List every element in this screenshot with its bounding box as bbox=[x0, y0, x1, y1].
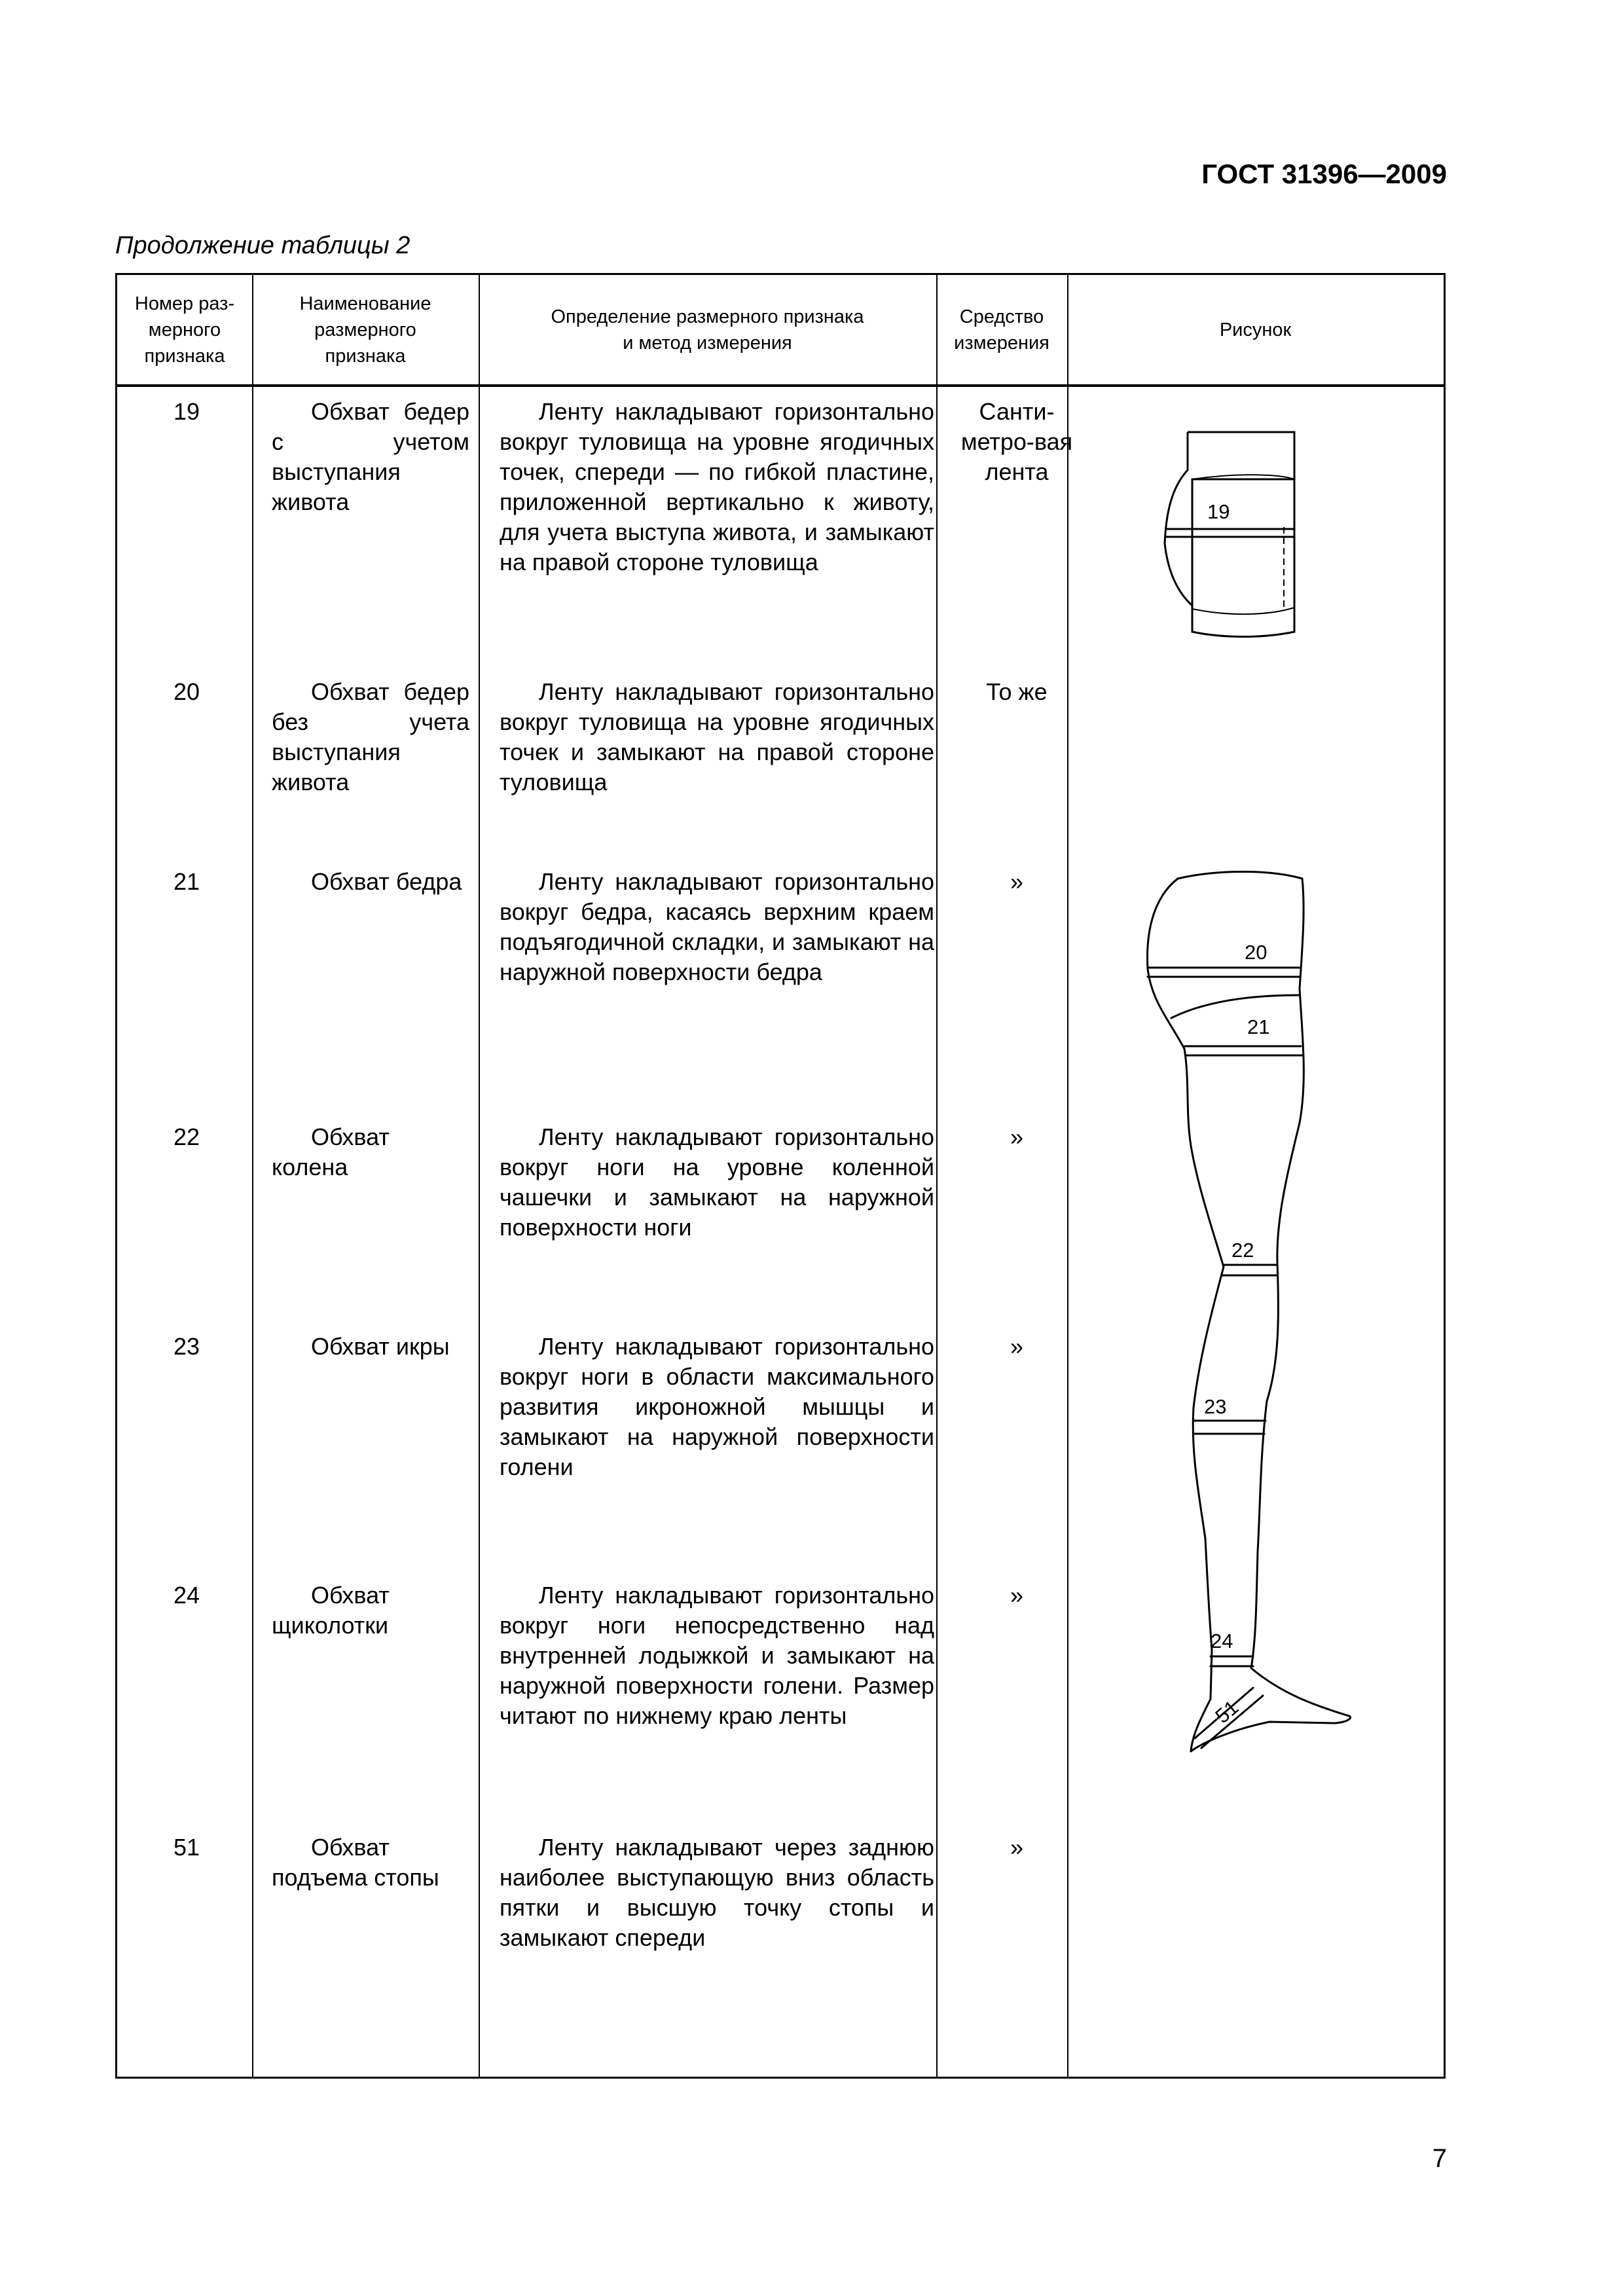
header-name: Наименование размерного признака bbox=[299, 293, 431, 367]
row-number: 21 bbox=[173, 868, 200, 895]
row-tool: » bbox=[1010, 868, 1024, 895]
measurement-table bbox=[115, 273, 1446, 2079]
header-definition: Определение размерного признака и метод измерения bbox=[551, 306, 864, 354]
table-caption: Продолжение таблицы 2 bbox=[115, 232, 410, 259]
row-number: 19 bbox=[173, 398, 200, 425]
torso-figure bbox=[1152, 426, 1348, 655]
label-24: 24 bbox=[1211, 1630, 1233, 1652]
header-tool: Средство измерения bbox=[954, 306, 1049, 354]
label-23: 23 bbox=[1204, 1395, 1227, 1418]
header-figure: Рисунок bbox=[1219, 319, 1292, 340]
row-number: 23 bbox=[173, 1333, 200, 1360]
row-definition: Ленту накладывают горизонтально вокруг туловища на уровне ягодичных точек, спереди — по гибкой пластине, приложенной вертикально к животу, для учета выступа живота, и замыкают на правой стороне туловища bbox=[500, 398, 934, 575]
row-number: 22 bbox=[173, 1123, 200, 1150]
row-number: 51 bbox=[173, 1834, 200, 1861]
row-definition: Ленту накладывают горизонтально вокруг ноги в области максимального развития икроножной мышцы и замыкают на наружной поверхности голени bbox=[500, 1333, 934, 1480]
row-definition: Ленту накладывают через заднюю наиболее выступающую вниз область пятки и высшую точку стопы и замыкают спереди bbox=[500, 1834, 934, 1951]
row-name: Обхват щиколотки bbox=[272, 1582, 390, 1639]
row-definition: Ленту накладывают горизонтально вокруг туловища на уровне ягодичных точек и замыкают на правой стороне туловища bbox=[500, 678, 934, 795]
row-definition: Ленту накладывают горизонтально вокруг бедра, касаясь верхним краем подъягодичной складки, и замыкают на наружной поверхности бедра bbox=[500, 868, 934, 985]
row-number: 24 bbox=[173, 1582, 200, 1609]
torso-drawing bbox=[1152, 426, 1348, 655]
leg-figure bbox=[1139, 864, 1387, 1872]
header-divider bbox=[117, 384, 1444, 387]
row-tool: » bbox=[1010, 1123, 1024, 1150]
row-tool: » bbox=[1010, 1333, 1024, 1360]
page-number: 7 bbox=[1432, 2144, 1447, 2173]
label-20: 20 bbox=[1245, 941, 1267, 964]
label-22: 22 bbox=[1231, 1239, 1254, 1262]
row-tool: » bbox=[1010, 1834, 1024, 1861]
standard-designation: ГОСТ 31396—2009 bbox=[1201, 158, 1447, 189]
row-name: Обхват подъема стопы bbox=[272, 1834, 439, 1891]
column-divider bbox=[252, 275, 253, 2077]
row-name: Обхват икры bbox=[311, 1333, 450, 1360]
row-definition: Ленту накладывают горизонтально вокруг ноги на уровне коленной чашечки и замыкают на наружной поверхности ноги bbox=[500, 1123, 934, 1241]
label-51: 51 bbox=[1211, 1696, 1243, 1728]
row-tool: » bbox=[1010, 1582, 1024, 1609]
row-name: Обхват колена bbox=[272, 1123, 390, 1180]
row-name: Обхват бедер без учета выступания живота bbox=[272, 678, 469, 795]
label-21: 21 bbox=[1247, 1015, 1270, 1038]
row-number: 20 bbox=[173, 678, 200, 705]
row-name: Обхват бедер с учетом выступания живота bbox=[272, 398, 469, 515]
row-tool: Санти-метро-вая лента bbox=[960, 398, 1073, 485]
row-tool: То же bbox=[986, 678, 1048, 705]
column-divider bbox=[1067, 275, 1068, 2077]
row-name: Обхват бедра bbox=[311, 868, 462, 895]
header-number: Номер раз-мерного признака bbox=[134, 293, 235, 367]
row-definition: Ленту накладывают горизонтально вокруг ноги непосредственно над внутренней лодыжкой и замыкают на наружной поверхности голени. Размер читают по нижнему краю ленты bbox=[500, 1582, 934, 1729]
label-19: 19 bbox=[1207, 500, 1230, 523]
